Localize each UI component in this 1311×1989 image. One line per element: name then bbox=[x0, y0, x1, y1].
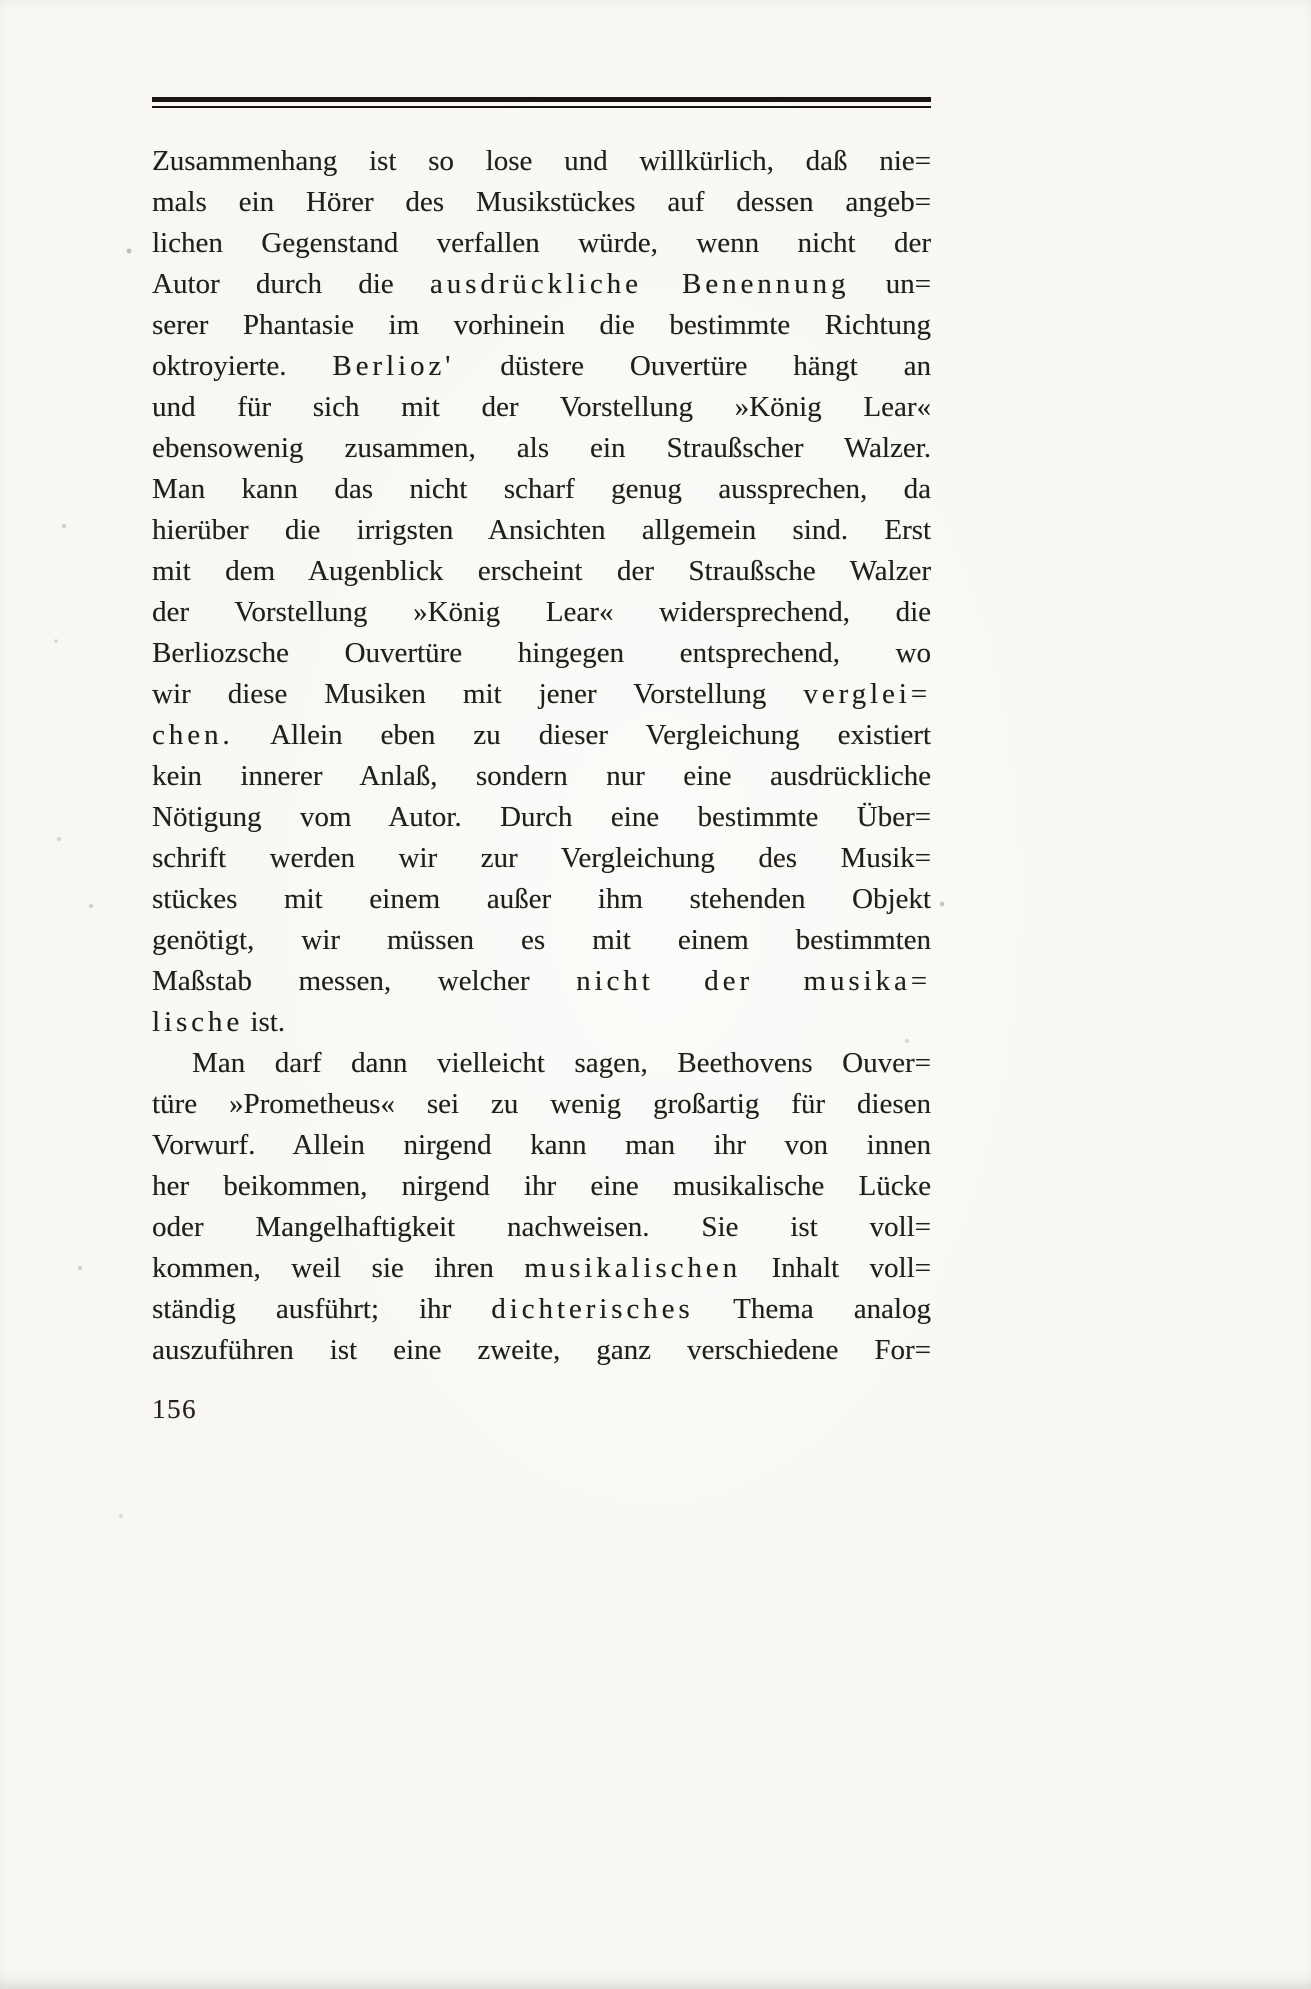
text-segment: kein innerer Anlaß, sondern nur eine ausdrückliche bbox=[152, 760, 931, 792]
text-line bbox=[152, 961, 931, 1002]
text-segment: oktroyierte. bbox=[152, 350, 333, 382]
text-line bbox=[152, 387, 931, 428]
letterspaced-text: verglei= bbox=[803, 678, 931, 710]
text-segment: ist. bbox=[243, 1006, 286, 1038]
text-segment: mals ein Hörer des Musikstückes auf dessen angeb= bbox=[152, 186, 931, 218]
text-line bbox=[152, 305, 931, 346]
text-line bbox=[152, 592, 931, 633]
text-segment: mit dem Augenblick erscheint der Straußsche Walzer bbox=[152, 555, 931, 587]
text-line bbox=[152, 1002, 931, 1043]
text-segment: stückes mit einem außer ihm stehenden Objekt bbox=[152, 883, 931, 915]
text-line bbox=[152, 1207, 931, 1248]
text-line bbox=[152, 264, 931, 305]
text-line bbox=[152, 756, 931, 797]
text-segment: un= bbox=[849, 268, 931, 300]
text-line bbox=[152, 1084, 931, 1125]
top-double-rule bbox=[152, 97, 931, 108]
text-line bbox=[152, 838, 931, 879]
text-segment: hierüber die irrigsten Ansichten allgemein sind. Erst bbox=[152, 514, 931, 546]
text-segment: türe »Prometheus« sei zu wenig großartig für diesen bbox=[152, 1088, 931, 1120]
text-segment: Berliozsche Ouvertüre hingegen entsprechend, wo bbox=[152, 637, 931, 669]
text-line bbox=[152, 920, 931, 961]
letterspaced-text: nicht der musika= bbox=[576, 965, 931, 997]
text-line bbox=[152, 223, 931, 264]
letterspaced-text: Berlioz' bbox=[332, 350, 455, 382]
letterspaced-text: chen. bbox=[152, 719, 234, 751]
text-segment: Maßstab messen, welcher bbox=[152, 965, 577, 997]
text-segment: Zusammenhang ist so lose und willkürlich, daß nie= bbox=[152, 145, 931, 177]
text-segment: lichen Gegenstand verfallen würde, wenn nicht der bbox=[152, 227, 931, 259]
text-segment: kommen, weil sie ihren bbox=[152, 1252, 525, 1284]
text-segment: ebensowenig zusammen, als ein Straußscher Walzer. bbox=[152, 432, 931, 464]
text-line bbox=[152, 797, 931, 838]
text-line bbox=[152, 551, 931, 592]
page-number: 156 bbox=[152, 1394, 197, 1424]
text-segment: und für sich mit der Vorstellung »König Lear« bbox=[152, 391, 931, 423]
text-segment: Inhalt voll= bbox=[741, 1252, 931, 1284]
text-line bbox=[152, 428, 931, 469]
text-segment: auszuführen ist eine zweite, ganz verschiedene For= bbox=[152, 1334, 931, 1366]
text-segment: her beikommen, nirgend ihr eine musikalische Lücke bbox=[152, 1170, 931, 1202]
letterspaced-text: dichterisches bbox=[491, 1293, 694, 1325]
text-line bbox=[152, 182, 931, 223]
text-line bbox=[152, 674, 931, 715]
text-segment: Vorwurf. Allein nirgend kann man ihr von innen bbox=[152, 1129, 931, 1161]
text-line bbox=[152, 1166, 931, 1207]
text-line bbox=[152, 1125, 931, 1166]
text-line bbox=[152, 715, 931, 756]
body-text bbox=[152, 141, 931, 1371]
text-line bbox=[152, 141, 931, 182]
text-line bbox=[152, 1289, 931, 1330]
text-segment: oder Mangelhaftigkeit nachweisen. Sie ist voll= bbox=[152, 1211, 931, 1243]
text-line bbox=[152, 346, 931, 387]
text-segment: ständig ausführt; ihr bbox=[152, 1293, 492, 1325]
text-segment: Nötigung vom Autor. Durch eine bestimmte Über= bbox=[152, 801, 931, 833]
text-line bbox=[152, 1330, 931, 1371]
text-segment: Man kann das nicht scharf genug aussprechen, da bbox=[152, 473, 931, 505]
text-line bbox=[152, 879, 931, 920]
text-line bbox=[152, 1248, 931, 1289]
text-segment: schrift werden wir zur Vergleichung des Musik= bbox=[152, 842, 931, 874]
letterspaced-text: lische bbox=[152, 1006, 244, 1038]
scan-speckles bbox=[0, 0, 2, 2]
text-segment: genötigt, wir müssen es mit einem bestimmten bbox=[152, 924, 931, 956]
text-segment: der Vorstellung »König Lear« widersprechend, die bbox=[152, 596, 931, 628]
letterspaced-text: ausdrückliche Benennung bbox=[429, 268, 850, 300]
text-line bbox=[152, 633, 931, 674]
rule-thick-line bbox=[152, 97, 931, 102]
text-block bbox=[152, 97, 931, 1425]
text-segment: Autor durch die bbox=[152, 268, 430, 300]
text-segment: serer Phantasie im vorhinein die bestimmte Richtung bbox=[152, 309, 931, 341]
text-segment: düstere Ouvertüre hängt an bbox=[454, 350, 931, 382]
text-segment: wir diese Musiken mit jener Vorstellung bbox=[152, 678, 804, 710]
rule-thin-line bbox=[152, 106, 931, 108]
letterspaced-text: musikalischen bbox=[524, 1252, 742, 1284]
text-segment: Man darf dann vielleicht sagen, Beethovens Ouver= bbox=[192, 1047, 931, 1079]
text-line bbox=[152, 1043, 931, 1084]
text-line bbox=[152, 469, 931, 510]
text-segment: Allein eben zu dieser Vergleichung existiert bbox=[233, 719, 931, 751]
text-line bbox=[152, 510, 931, 551]
text-segment: Thema analog bbox=[693, 1293, 931, 1325]
